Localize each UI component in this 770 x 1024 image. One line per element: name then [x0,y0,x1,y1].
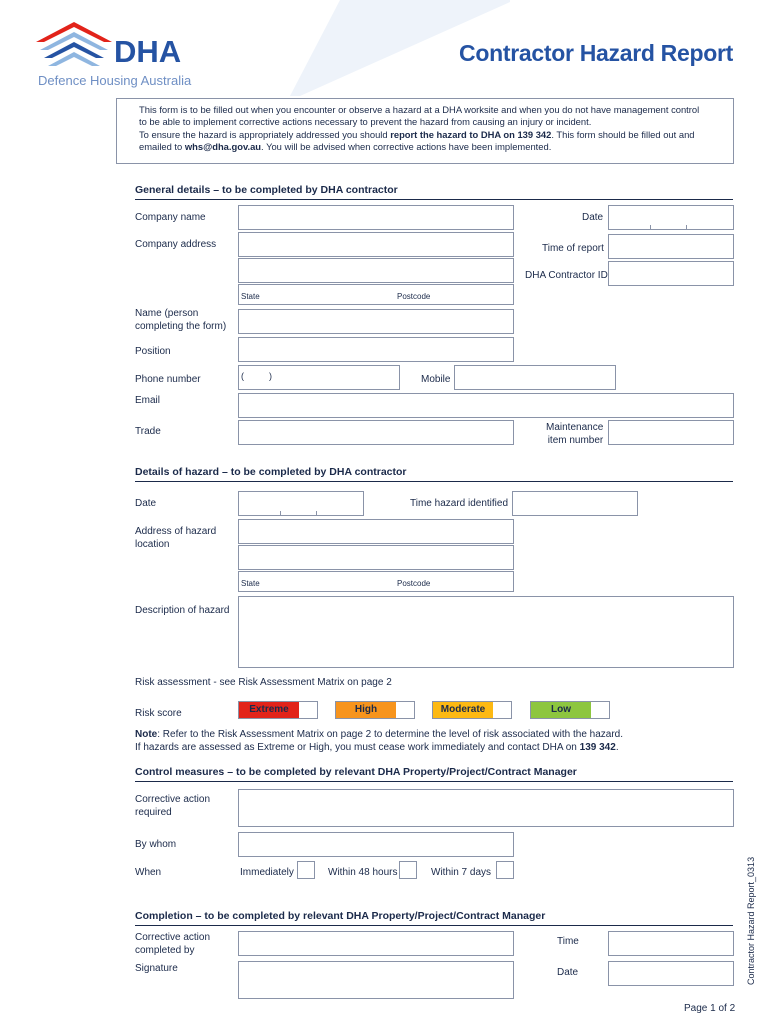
date-label: Date [582,212,604,223]
corrective-action-label: Corrective action required [135,794,211,818]
hazard-date-field[interactable] [238,491,364,516]
control-measures-heading: Control measures – to be completed by relevant DHA Property/Project/Contract Manager [135,766,733,782]
report-date-field[interactable] [608,205,734,230]
risk-label-extreme: Extreme [239,702,299,718]
form-code-side-text: Contractor Hazard Report_0313 [746,856,756,985]
mobile-field[interactable] [454,365,616,390]
completion-date-field[interactable] [608,961,734,986]
phone-label: Phone number [135,374,201,385]
hazard-address-field-2[interactable] [238,545,514,570]
brand-name: DHA [114,34,182,69]
signature-field[interactable] [238,961,514,999]
brand-subtitle: Defence Housing Australia [38,73,192,88]
description-field[interactable] [238,596,734,668]
completion-heading: Completion – to be completed by relevant DHA Property/Project/Contract Manager [135,910,733,926]
within-48-hours-label: Within 48 hours [328,867,398,878]
email-label: Email [135,395,161,406]
risk-label-moderate: Moderate [433,702,493,718]
name-field[interactable] [238,309,514,334]
risk-option-extreme[interactable] [238,701,318,719]
maintenance-label: Maintenance item number [546,422,604,446]
mobile-label: Mobile [421,374,451,385]
within-7-days-checkbox[interactable] [496,861,514,879]
hazard-details-heading: Details of hazard – to be completed by DHA contractor [135,466,733,482]
trade-label: Trade [135,426,161,437]
within-48-hours-checkbox[interactable] [399,861,417,879]
risk-note: Note: Refer to the Risk Assessment Matrix on page 2 to determine the level of risk associated with the hazard. If hazards are assessed as Extreme or High, you must cease work immediately and contact DHA on 139 342. [135,729,624,753]
risk-option-moderate[interactable] [432,701,512,719]
hazard-state-postcode-field[interactable] [238,571,514,592]
position-label: Position [135,346,171,357]
by-whom-label: By whom [135,839,177,850]
completion-time-field[interactable] [608,931,734,956]
postcode-label: Postcode [397,292,431,301]
contractor-id-field[interactable] [608,261,734,286]
hazard-address-field-1[interactable] [238,519,514,544]
risk-label-high: High [336,702,396,718]
completed-by-label: Corrective action completed by [135,932,211,956]
page-title: Contractor Hazard Report [459,40,733,66]
risk-option-low[interactable] [530,701,610,719]
risk-label-low: Low [531,702,591,718]
time-of-report-field[interactable] [608,234,734,259]
company-address-field-1[interactable] [238,232,514,257]
hazard-date-label: Date [135,498,157,509]
state-label: State [241,292,260,301]
state-label: State [241,579,260,588]
when-label: When [135,867,162,878]
completion-time-label: Time [557,936,579,947]
description-label: Description of hazard [135,605,230,616]
company-address-label: Company address [135,239,217,250]
intro-line: To ensure the hazard is appropriately addressed you should report the hazard to DHA on 139 342. This form should be filled out and [139,128,695,140]
signature-label: Signature [135,963,178,974]
time-identified-label: Time hazard identified [410,498,509,509]
area-code-parens: ( ) [241,371,272,381]
trade-field[interactable] [238,420,514,445]
page-number: Page 1 of 2 [684,1003,736,1014]
email-field[interactable] [238,393,734,418]
by-whom-field[interactable] [238,832,514,857]
dha-roof-icon [36,20,112,68]
intro-line: to be able to implement corrective actions necessary to prevent the hazard from causing an injury or incident. [139,116,592,128]
time-identified-field[interactable] [512,491,638,516]
postcode-label: Postcode [397,579,431,588]
immediately-checkbox[interactable] [297,861,315,879]
immediately-label: Immediately [240,867,294,878]
completed-by-field[interactable] [238,931,514,956]
intro-line: This form is to be filled out when you encounter or observe a hazard at a DHA worksite and when you do not have management control [139,104,700,115]
intro-line: emailed to whs@dha.gov.au. You will be advised when corrective actions have been implemented. [139,141,552,153]
company-address-field-2[interactable] [238,258,514,283]
company-state-postcode-field[interactable] [238,284,514,305]
completion-date-label: Date [557,967,579,978]
corrective-action-field[interactable] [238,789,734,827]
name-label: Name (person completing the form) [135,308,227,332]
risk-assessment-label: Risk assessment - see Risk Assessment Matrix on page 2 [135,677,392,688]
hazard-address-label: Address of hazard location [135,526,217,550]
maintenance-item-field[interactable] [608,420,734,445]
position-field[interactable] [238,337,514,362]
intro-text [116,98,734,164]
company-name-label: Company name [135,212,206,223]
company-name-field[interactable] [238,205,514,230]
contractor-id-label: DHA Contractor ID [525,270,608,281]
phone-field[interactable] [238,365,400,390]
risk-score-label: Risk score [135,708,182,719]
dha-logo [36,20,196,92]
general-details-heading: General details – to be completed by DHA contractor [135,184,733,200]
risk-option-high[interactable] [335,701,415,719]
within-7-days-label: Within 7 days [431,867,492,878]
time-of-report-label: Time of report [542,243,604,254]
